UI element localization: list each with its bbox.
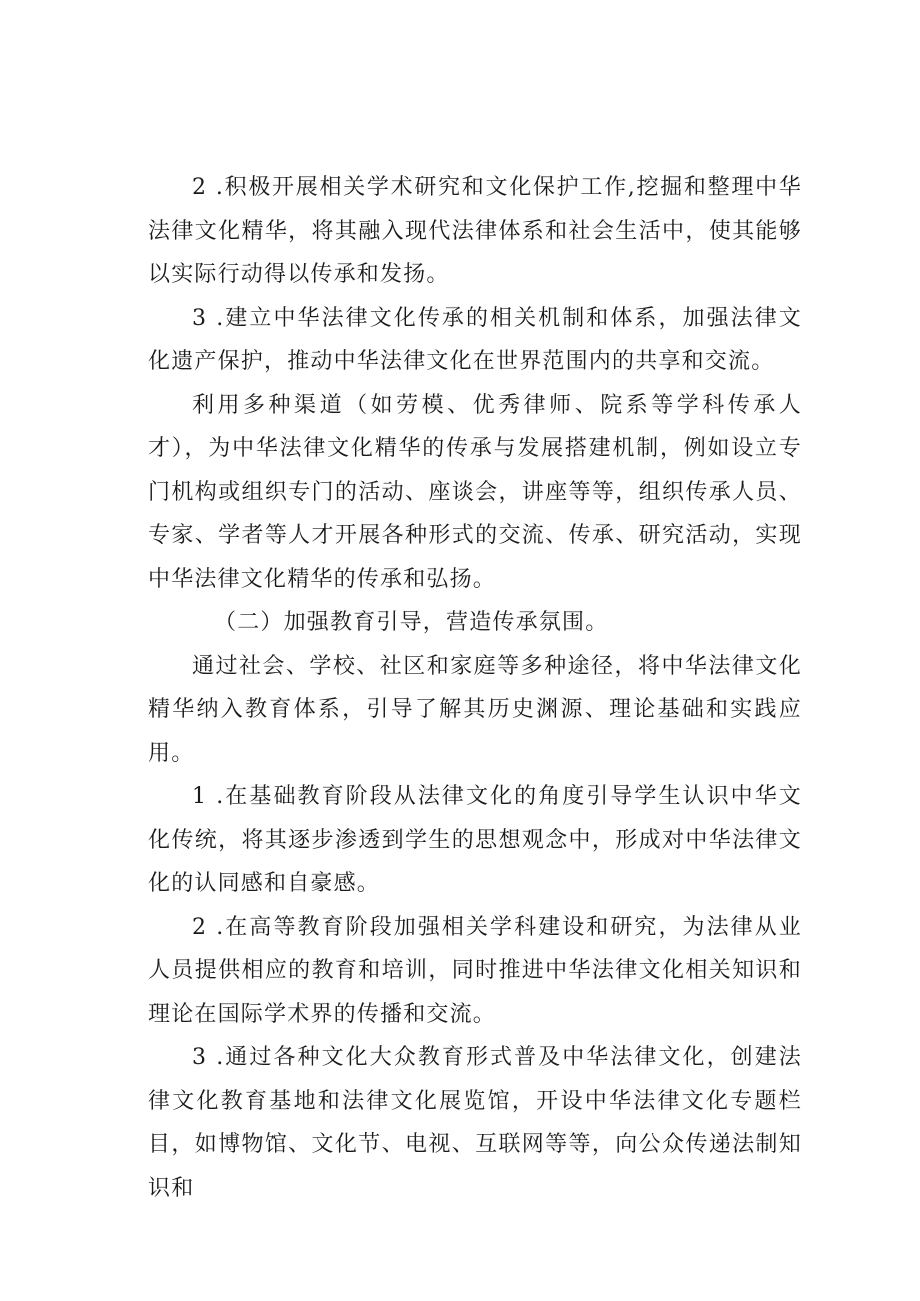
paragraph-edu-item-3: 3 .通过各种文化大众教育形式普及中华法律文化，创建法律文化教育基地和法律文化展览馆，开设中华法律文化专题栏目，如博物馆、文化节、电视、互联网等等，向公众传递法制知识和 [148,1045,802,1201]
section-heading-2: （二）加强教育引导，营造传承氛围。 [214,610,609,635]
paragraph-channels: 利用多种渠道（如劳模、优秀律师、院系等学科传承人才），为中华法律文化精华的传承与发展搭建机制，例如设立专门机构或组织专门的活动、座谈会，讲座等等，组织传承人员、专家、学者等人才开展各种形式的交流、传承、研究活动，实现中华法律文化精华的传承和弘扬。 [148,392,802,592]
paragraph-item-2: 2 .积极开展相关学术研究和文化保护工作,挖掘和整理中华法律文化精华，将其融入现代法律体系和社会生活中，使其能够以实际行动得以传承和发扬。 [148,175,802,287]
paragraph-edu-item-1: 1 .在基础教育阶段从法律文化的角度引导学生认识中华文化传统，将其逐步渗透到学生的思想观念中，形成对中华法律文化的认同感和自豪感。 [148,784,802,896]
paragraph-item-3: 3 .建立中华法律文化传承的相关机制和体系，加强法律文化遗产保护，推动中华法律文化在世界范围内的共享和交流。 [148,305,802,374]
paragraph-education-intro: 通过社会、学校、社区和家庭等多种途径，将中华法律文化精华纳入教育体系，引导了解其历史渊源、理论基础和实践应用。 [148,653,802,766]
document-body [148,166,802,1210]
paragraph-edu-item-2: 2 .在高等教育阶段加强相关学科建设和研究，为法律从业人员提供相应的教育和培训，同时推进中华法律文化相关知识和理论在国际学术界的传播和交流。 [148,914,802,1027]
